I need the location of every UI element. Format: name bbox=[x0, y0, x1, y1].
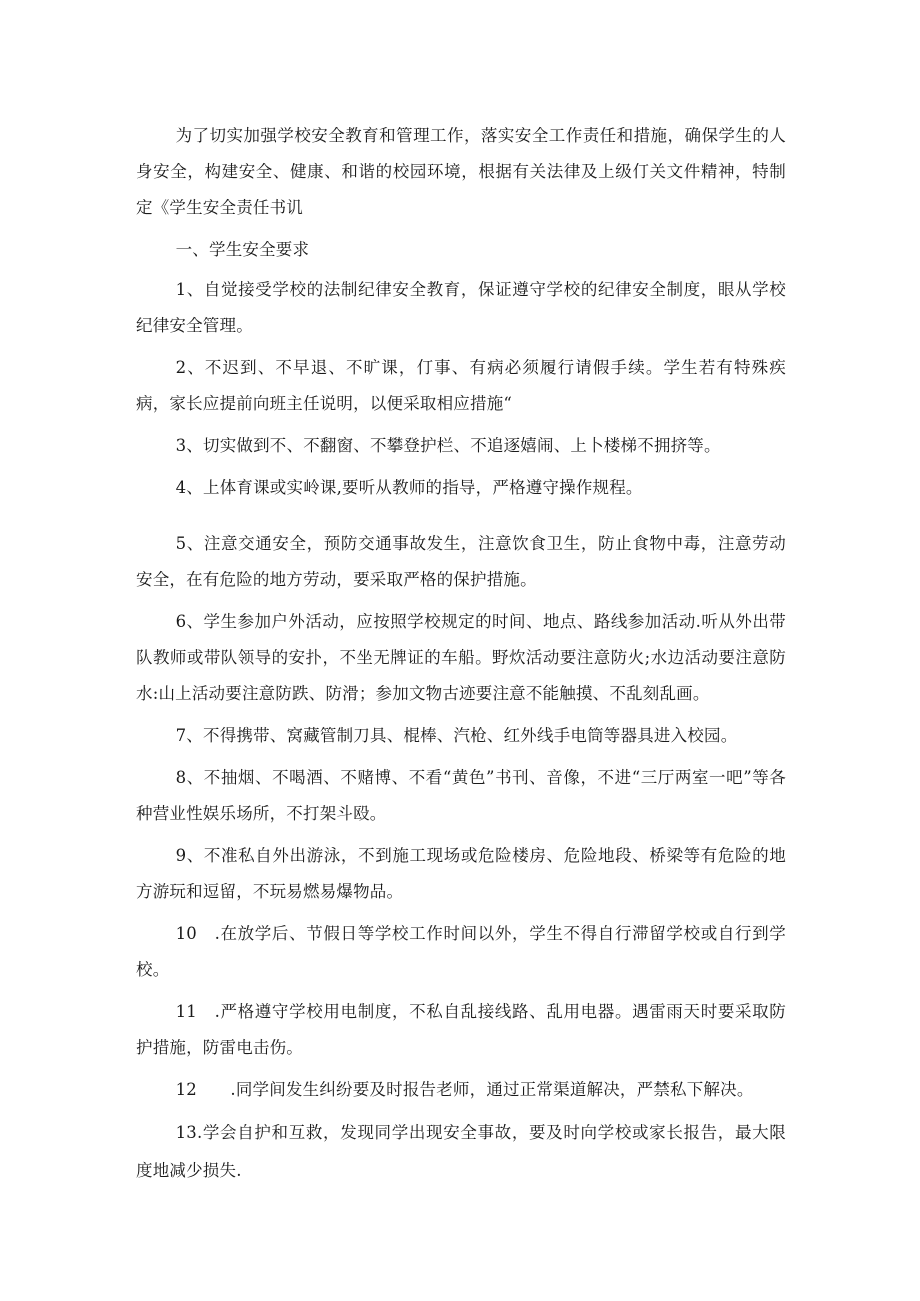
rule-item-5: 5、注意交通安全，预防交通事故发生，注意饮食卫生，防止食物中毒，注意劳动安全，在有危险的地方劳动，要采取严格的保护措施。 bbox=[136, 534, 786, 589]
rule-item-10: 10 .在放学后、节假日等学校工作时间以外，学生不得自行滞留学校或自行到学校。 bbox=[136, 924, 786, 979]
rule-item-8: 8、不抽烟、不喝酒、不赌博、不看“黄色”书刊、音像，不进“三厅两室一吧”等各种营业性娱乐场所，不打架斗殴。 bbox=[136, 768, 786, 823]
rule-item-11: 11 .严格遵守学校用电制度，不私自乱接线路、乱用电器。遇雷雨天时要采取防护措施，防雷电击伤。 bbox=[136, 1002, 786, 1057]
rule-item-7: 7、不得携带、窝藏管制刀具、棍棒、汽枪、红外线手电筒等器具进入校园。 bbox=[175, 726, 738, 745]
rule-item-3: 3、切实做到不、不翻窗、不攀登护栏、不追逐嬉闹、上卜楼梯不拥挤等。 bbox=[175, 436, 721, 455]
rule-item-9: 9、不准私自外出游泳，不到施工现场或危险楼房、危险地段、桥梁等有危险的地方游玩和逗留，不玩易燃易爆物品。 bbox=[136, 846, 786, 901]
rule-item-2: 2、不迟到、不早退、不旷课，仃事、有病必须履行请假手续。学生若有特殊疾病，家长应提前向班主任说明，以便采取相应措施“ bbox=[136, 358, 786, 413]
rule-item-12: 12 .同学间发生纠纷要及时报告老师，通过正常渠道解决，严禁私下解决。 bbox=[175, 1080, 754, 1099]
rule-item-13: 13.学会自护和互救，发现同学出现安全事故，要及时向学校或家长报告，最大限度地减少损失. bbox=[136, 1123, 786, 1180]
document-page bbox=[136, 118, 786, 1196]
rule-item-6: 6、学生参加户外活动，应按照学校规定的时间、地点、路线参加活动.听从外出带队教师或带队领导的安扑，不坐无牌证的车船。野炊活动要注意防火;水边活动要注意防水:山上活动要注意防跌、防滑；参加文物古迹要注意不能触摸、不乱刻乱画。 bbox=[136, 612, 786, 703]
intro-paragraph: 为了切实加强学校安全教育和管理工作，落实安全工作责任和措施，确保学生的人身安全，构建安全、健康、和谐的校园环境，根据有关法律及上级仃关文件精神，特制定《学生安全责任书讥 bbox=[136, 126, 786, 217]
section-heading: 一、学生安全要求 bbox=[175, 240, 310, 259]
rule-item-1: 1、自觉接受学校的法制纪律安全教育，保证遵守学校的纪律安全制度，眼从学校纪律安全管理。 bbox=[136, 280, 786, 335]
rule-item-4: 4、上体育课或实岭课,要听从教师的指导，严格遵守操作规程。 bbox=[175, 478, 643, 497]
